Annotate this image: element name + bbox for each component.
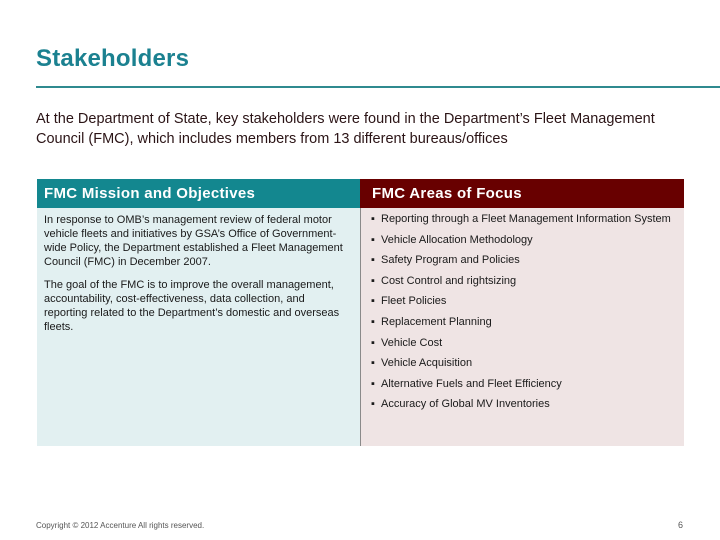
page-number: 6 (678, 520, 684, 530)
focus-panel-header: FMC Areas of Focus (360, 179, 684, 208)
focus-list-item (371, 253, 676, 267)
focus-item-label: Replacement Planning (381, 315, 492, 328)
focus-list-item (371, 336, 676, 350)
focus-list-item (371, 356, 676, 370)
bullet-icon: ▪ (371, 336, 375, 349)
focus-item-label: Fleet Policies (381, 295, 447, 308)
bullet-icon: ▪ (371, 274, 375, 287)
focus-list-item (371, 315, 676, 329)
focus-item-label: Cost Control and rightsizing (381, 274, 517, 287)
focus-item-label: Accuracy of Global MV Inventories (381, 398, 550, 411)
focus-list-item (371, 274, 676, 288)
focus-list-item (371, 294, 676, 308)
focus-item-label: Safety Program and Policies (381, 254, 520, 267)
mission-panel-header: FMC Mission and Objectives (37, 179, 360, 208)
bullet-icon: ▪ (371, 315, 375, 328)
bullet-icon: ▪ (371, 398, 375, 411)
focus-list-item (371, 377, 676, 391)
focus-item-label: Reporting through a Fleet Management Information System (381, 213, 671, 225)
intro-text: At the Department of State, key stakeholders were found in the Department’s Fleet Management Council (FMC), which includes members from 13 different bureaus/offices (36, 111, 655, 147)
mission-panel (37, 179, 360, 446)
focus-list (361, 212, 684, 411)
focus-item-label: Alternative Fuels and Fleet Efficiency (381, 377, 562, 390)
bullet-icon: ▪ (371, 295, 375, 308)
slide-title: Stakeholders (36, 45, 190, 72)
focus-list-item (371, 212, 676, 226)
focus-item-label: Vehicle Cost (381, 336, 443, 349)
copyright-notice: Copyright © 2012 Accenture All rights reserved. (36, 521, 205, 530)
mission-paragraph: The goal of the FMC is to improve the overall management, accountability, cost-effectiveness, data collection, and reporting related to the Department’s domestic and overseas fleets. (44, 279, 340, 333)
focus-panel (360, 179, 684, 446)
focus-list-item (371, 397, 676, 411)
bullet-icon: ▪ (371, 357, 375, 370)
bullet-icon: ▪ (371, 377, 375, 390)
bullet-icon: ▪ (371, 233, 375, 246)
bullet-icon: ▪ (371, 254, 375, 267)
mission-paragraph: In response to OMB’s management review of federal motor vehicle fleets and initiatives by GSA’s Office of Government-wide Policy, the Department established a Fleet Management Council (FMC) in December 2007. (44, 214, 343, 268)
bullet-icon: ▪ (371, 213, 375, 225)
focus-list-item (371, 233, 676, 247)
title-divider (36, 86, 720, 88)
focus-item-label: Vehicle Allocation Methodology (381, 233, 533, 246)
focus-item-label: Vehicle Acquisition (381, 357, 473, 370)
